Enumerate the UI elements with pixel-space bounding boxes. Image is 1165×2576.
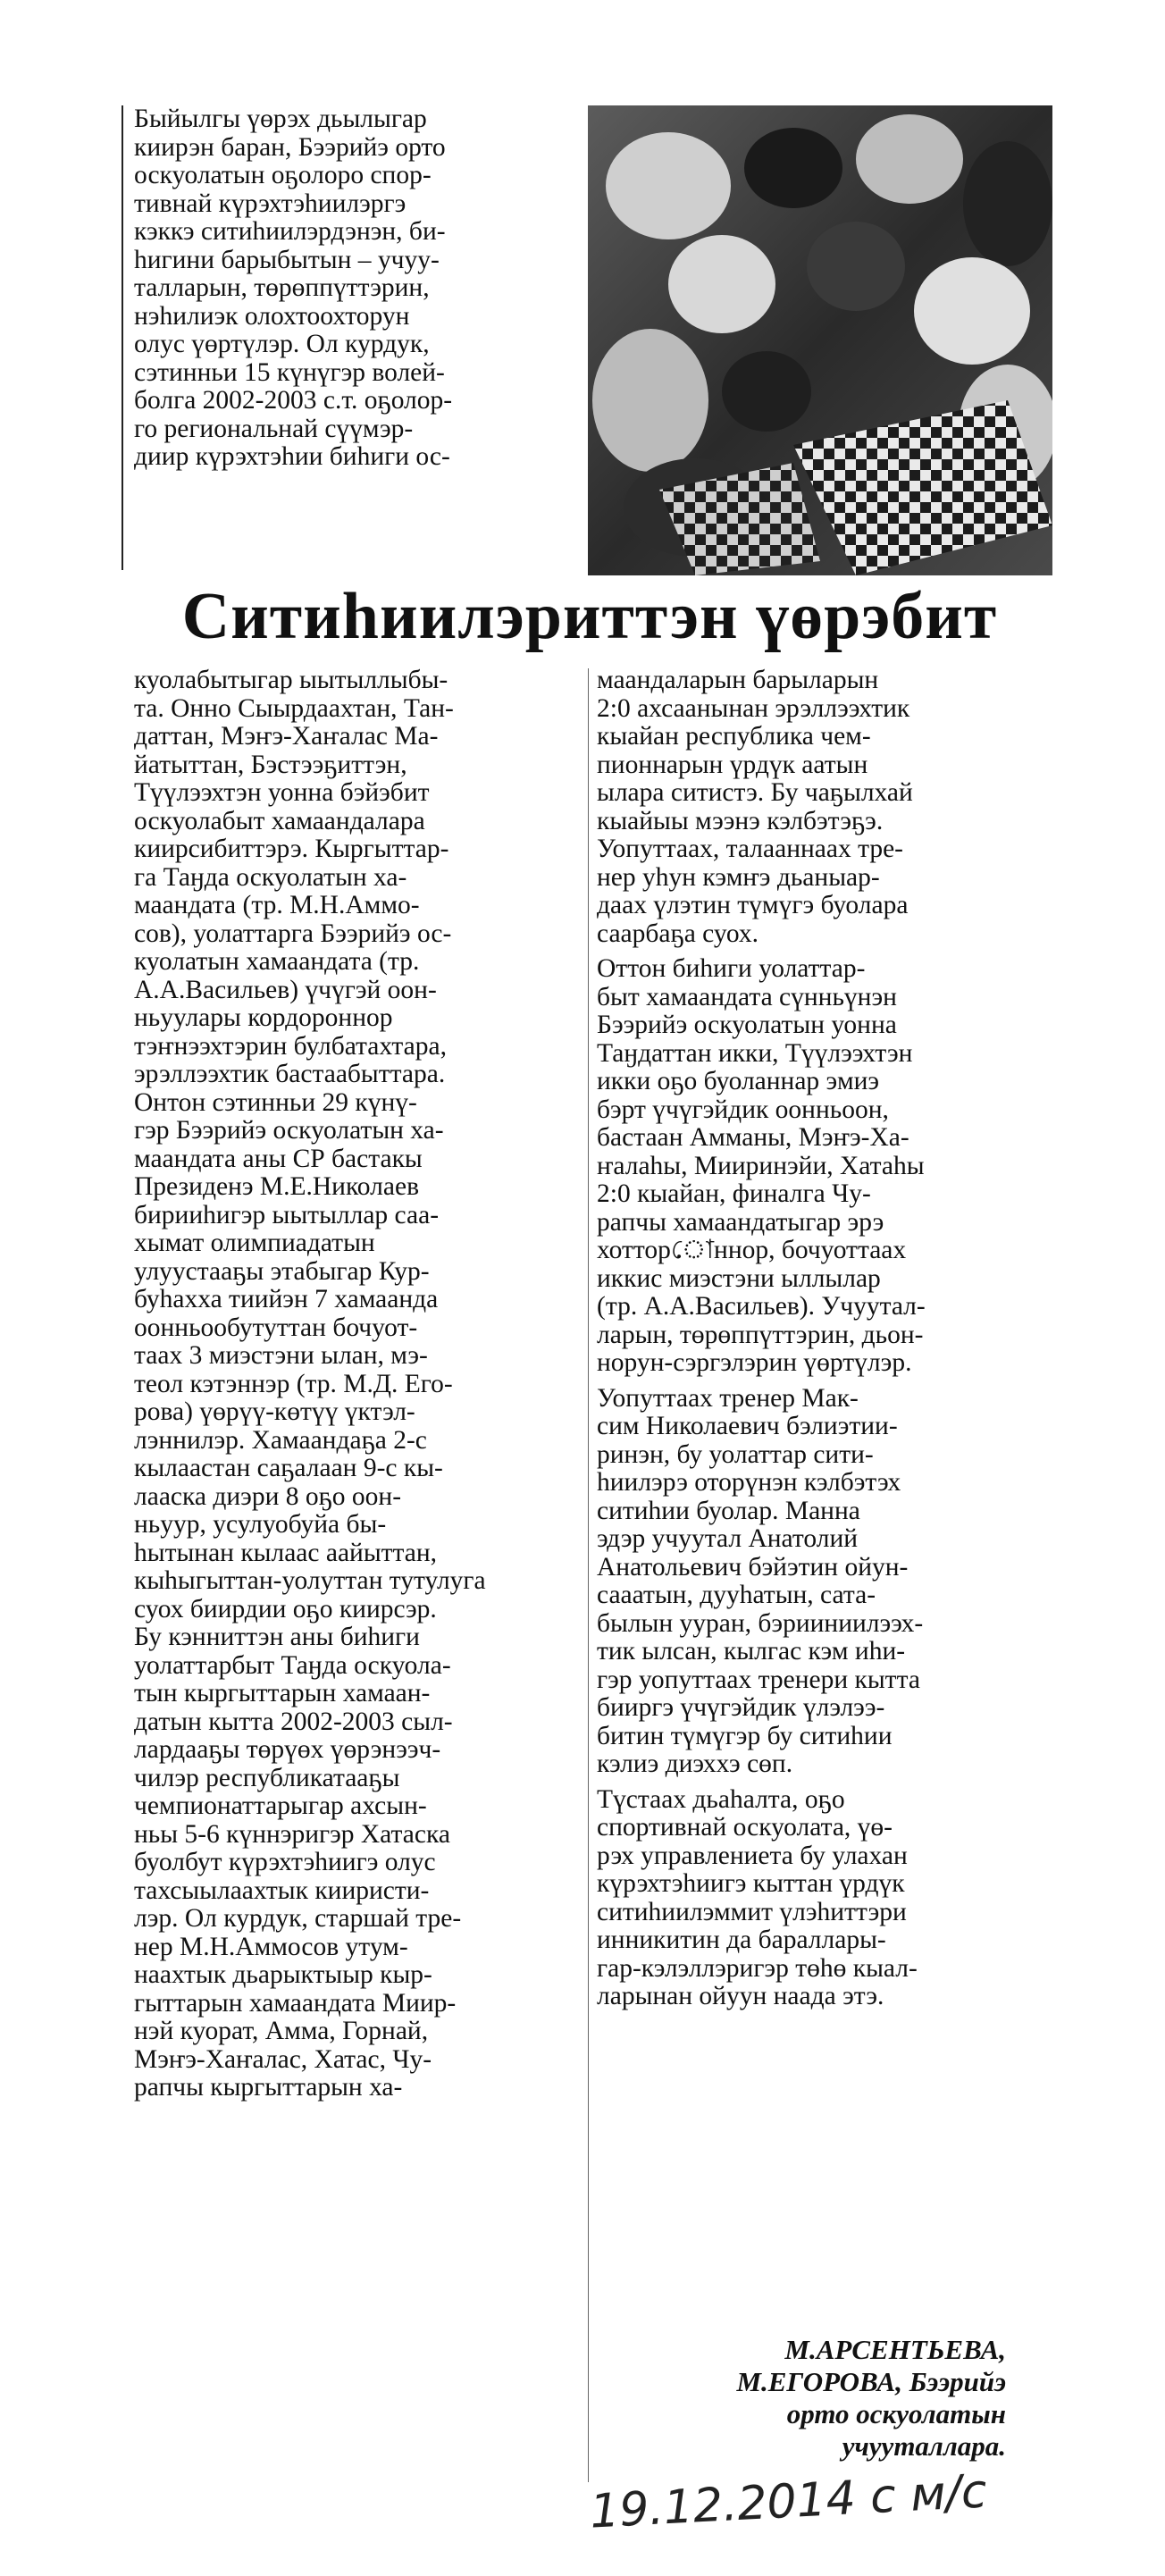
text-line: лэр. Ол курдук, старшай тре- [134, 1904, 462, 1933]
text-line: талларын, төрөппүттэрин, [134, 273, 430, 302]
left-column-text [134, 667, 581, 2102]
text-line: пионнарын үрдүк аатын [597, 750, 868, 779]
text-line: сим Николаевич бэлиэтии- [597, 1412, 898, 1440]
author-signature [736, 2334, 1006, 2463]
text-line: рапчы кыргыттарын ха- [134, 2073, 403, 2102]
text-line: олус үөртүлэр. Ол курдук, [134, 330, 430, 358]
text-line: га Таӈда оскуолатын ха- [134, 862, 407, 892]
intro-paragraph [134, 105, 581, 472]
text-line: тик ылсан, кылгас кэм иһи- [597, 1637, 906, 1666]
text-line: Бээрийэ оскуолатын уонна [597, 1011, 897, 1039]
text-line: тын кыргыттарын хамаан- [134, 1679, 431, 1708]
text-line: Анатольевич бэйэтин ойун- [597, 1552, 909, 1582]
author-affiliation-1: орто оскуолатын [786, 2398, 1006, 2429]
text-line: Оттон биһиги уолаттар- [597, 954, 866, 983]
text-line: го региональнай сүүмэр- [134, 414, 414, 443]
text-line: кылаастан саҕалаан 9-с кы- [134, 1454, 443, 1482]
text-line: спортивнай оскуолата, үө- [597, 1813, 893, 1842]
text-line: Быйылгы үөрэх дьылыгар [134, 105, 427, 133]
text-line: бастаан Амманы, Мэҥэ-Ха- [597, 1123, 909, 1152]
headline: Ситиһиилэриттэн үөрэбит [181, 580, 998, 653]
text-line: Бу кэнниттэн аны биһиги [134, 1623, 420, 1651]
left-column [134, 667, 581, 2102]
text-line: чилэр республикатааҕы [134, 1763, 400, 1792]
text-line: иккис миэстэни ыллылар [597, 1263, 881, 1293]
text-line: та. Онно Сыырдаахтан, Тан- [134, 693, 454, 723]
text-line: маандата аны СР бастакы [134, 1144, 423, 1173]
text-line: нер уһун кэмҥэ дьаныар- [597, 862, 880, 892]
text-line: рова) үөрүү-көтүү үктэл- [134, 1397, 415, 1426]
text-line: ньуулары кордороннор [134, 1003, 393, 1032]
text-line: лардааҕы төрүөх үөрэнээч- [134, 1735, 441, 1764]
text-line: ларын, төрөппүттэрин, дьон- [597, 1320, 924, 1349]
text-line: оонньообутуттан бочуот- [134, 1313, 418, 1342]
text-line: ылара ситистэ. Бу чаҕылхай [597, 778, 913, 807]
text-line: ситиһиилэммит үлэһиттэри [597, 1897, 907, 1926]
right-column-paragraph-3 [597, 1385, 1043, 1779]
text-line: битин түмүгэр бу ситиһии [597, 1721, 893, 1750]
text-line: таах 3 миэстэни ылан, мэ- [134, 1341, 428, 1370]
text-line: тэҥнээхтэрин булбатахтара, [134, 1031, 447, 1061]
text-line: күрэхтэһиигэ кыттан үрдүк [597, 1869, 905, 1898]
author-name-1: М.АРСЕНТЬЕВА, [784, 2334, 1006, 2365]
text-line: тахсыылаахтык киириcти- [134, 1875, 430, 1905]
text-line: Уопуттаах тренер Мак- [597, 1383, 859, 1413]
text-line: буолбут күрэхтэһиигэ олус [134, 1848, 436, 1876]
text-line: сэтинньи 15 күнүгэр волей- [134, 357, 445, 387]
author-name-2: М.ЕГОРОВА, Бээрийэ [736, 2366, 1006, 2397]
text-line: норун-сэргэлэрин үөртүлэр. [597, 1348, 912, 1377]
text-line: киирэн баран, Бээрийэ орто [134, 132, 446, 162]
text-line: болга 2002-2003 с.т. оҕолор- [134, 386, 453, 415]
text-line: ньуур, усулуобуйа бы- [134, 1510, 387, 1539]
text-line: 2:0 ахсаанынан эрэллээхтик [597, 693, 910, 723]
text-line: наахтык дьарыктыыр кыр- [134, 1960, 432, 1989]
text-line: Түстаах дьаһалта, оҕо [597, 1784, 845, 1814]
text-line: бииргэ үчүгэйдик үлэлээ- [597, 1693, 885, 1722]
text-line: диир күрэхтэһии биһиги ос- [134, 442, 450, 471]
text-line: бирииһигэр ыытыллар саа- [134, 1200, 440, 1229]
text-line: оскуолабыт хамаандалара [134, 806, 425, 835]
text-line: ситиһии буолар. Манна [597, 1496, 860, 1525]
text-line: куолабытыгар ыытыллыбы- [134, 666, 448, 694]
text-line: тивнай күрэхтэһиилэргэ [134, 189, 406, 218]
right-column-paragraph-1 [597, 667, 1043, 948]
text-line: гэр Бээрийэ оскуолатын ха- [134, 1116, 444, 1145]
text-line: хымат олимпиадатын [134, 1229, 375, 1257]
text-line: һигини барыбытын – учуу- [134, 245, 440, 274]
right-column-paragraph-2 [597, 955, 1043, 1378]
text-line: рэх управлениета бу улахан [597, 1841, 908, 1870]
text-line: Уопуттаах, талааннаах тре- [597, 835, 903, 863]
checkers-photo-image [588, 105, 1052, 575]
intro-text [134, 105, 581, 472]
text-line: даах үлэтин түмүгэ буолара [597, 891, 909, 919]
text-line: быт хамаандата сүнньүнэн [597, 982, 897, 1011]
text-line: ринэн, бу уолаттар сити- [597, 1439, 874, 1469]
text-line: кыайыы мээнэ кэлбэтэҕэ. [597, 806, 884, 835]
text-line: датын кытта 2002-2003 сыл- [134, 1707, 453, 1736]
text-line: Онтон сэтинньи 29 күнү- [134, 1087, 417, 1117]
intro-margin-rule [122, 105, 123, 570]
text-line: гыттарын хамаандата Миир- [134, 1988, 457, 2018]
text-line: А.А.Васильев) үчүгэй оон- [134, 975, 437, 1004]
right-column [597, 667, 1043, 2011]
text-line: кыайан республика чем- [597, 722, 871, 751]
text-line: нер М.Н.Аммосов утум- [134, 1932, 408, 1961]
text-line: суох биирдии оҕо киирсэр. [134, 1594, 437, 1624]
handwritten-date-note: 19.12.2014 с м/с [588, 2464, 988, 2539]
text-line: саарбаҕа суох. [597, 919, 759, 948]
text-line: эрэллээхтик бастаабыттара. [134, 1060, 446, 1088]
text-line: кыһыгыттан-уолуттан тутулуга [134, 1566, 486, 1595]
text-line: Президенэ М.Е.Николаев [134, 1172, 419, 1201]
text-line: кэлиэ диэххэ сөп. [597, 1749, 793, 1778]
text-line: уолаттарбыт Таӈда оскуола- [134, 1650, 451, 1680]
text-line: чемпионаттарыгар ахсын- [134, 1791, 427, 1820]
text-line: оскуолатын оҕолоро спор- [134, 161, 432, 189]
text-line: киирсибиттэрэ. Кыргыттар- [134, 835, 449, 863]
text-line: бэрт үчүгэйдик оонньоон, [597, 1095, 889, 1124]
text-line: Түүлээхтэн уонна бэйэбит [134, 778, 430, 807]
text-line: маандаларын барыларын [597, 666, 879, 694]
text-line: икки оҕо буоланнар эмиэ [597, 1067, 880, 1095]
text-line: кэккэ ситиһиилэрдэнэн, би- [134, 217, 446, 246]
text-line: сов), уолаттарга Бээрийэ ос- [134, 919, 452, 948]
text-line: Таӈдаттан икки, Түүлээхтэн [597, 1038, 913, 1068]
text-line: буһахха тиийэн 7 хамаанда [134, 1285, 439, 1313]
text-line: ҥалаһы, Мииринэйи, Хатаһы [597, 1151, 925, 1180]
article-photo [588, 105, 1052, 575]
text-line: 2:0 кыайан, финалга Чу- [597, 1179, 871, 1208]
text-line: (тр. А.А.Васильев). Учуутал- [597, 1292, 926, 1321]
text-line: гэр уопуттаах тренери кытта [597, 1665, 920, 1694]
text-line: хотторোннор, бочуоттаах [597, 1236, 907, 1264]
text-line: маандата (тр. М.Н.Аммо- [134, 891, 420, 919]
text-line: инникитин да бараллары- [597, 1926, 886, 1954]
text-line: лааска диэри 8 оҕо оон- [134, 1481, 402, 1511]
text-line: былын ууран, бэрииниилээх- [597, 1608, 924, 1638]
text-line: сааатын, дууһатын, сата- [597, 1581, 876, 1609]
column-divider [588, 668, 589, 2482]
text-line: һиилэрэ оторүнэн кэлбэтэх [597, 1468, 901, 1497]
text-line: улуустааҕы этабыгар Кур- [134, 1256, 430, 1286]
text-line: куолатын хамаандата (тр. [134, 947, 420, 976]
text-line: рапчы хамаандатыгар эрэ [597, 1207, 884, 1237]
text-line: һытынан кылаас аайыттан, [134, 1538, 438, 1567]
text-line: теол кэтэннэр (тр. М.Д. Его- [134, 1369, 453, 1398]
text-line: гар-кэлэллэригэр төһө кыал- [597, 1953, 918, 1983]
text-line: лэннилэр. Хамаандаҕа 2-с [134, 1425, 427, 1455]
text-line: ларынан ойуун наада этэ. [597, 1982, 884, 2010]
text-line: нэй куорат, Амма, Горнай, [134, 2017, 429, 2045]
right-column-paragraph-4 [597, 1786, 1043, 2011]
text-line: ньы 5-6 күннэригэр Хатаска [134, 1819, 450, 1849]
text-line: йатыттан, Бэстээҕиттэн, [134, 750, 407, 779]
text-line: нэһилиэк олохтоохторун [134, 301, 410, 331]
text-line: Мэҥэ-Хаҥалас, Хатас, Чу- [134, 2044, 432, 2074]
text-line: даттан, Мэҥэ-Хаҥалас Ма- [134, 722, 439, 751]
text-line: эдэр учуутал Анатолий [597, 1524, 859, 1553]
author-affiliation-2: учууталлара. [842, 2430, 1006, 2462]
